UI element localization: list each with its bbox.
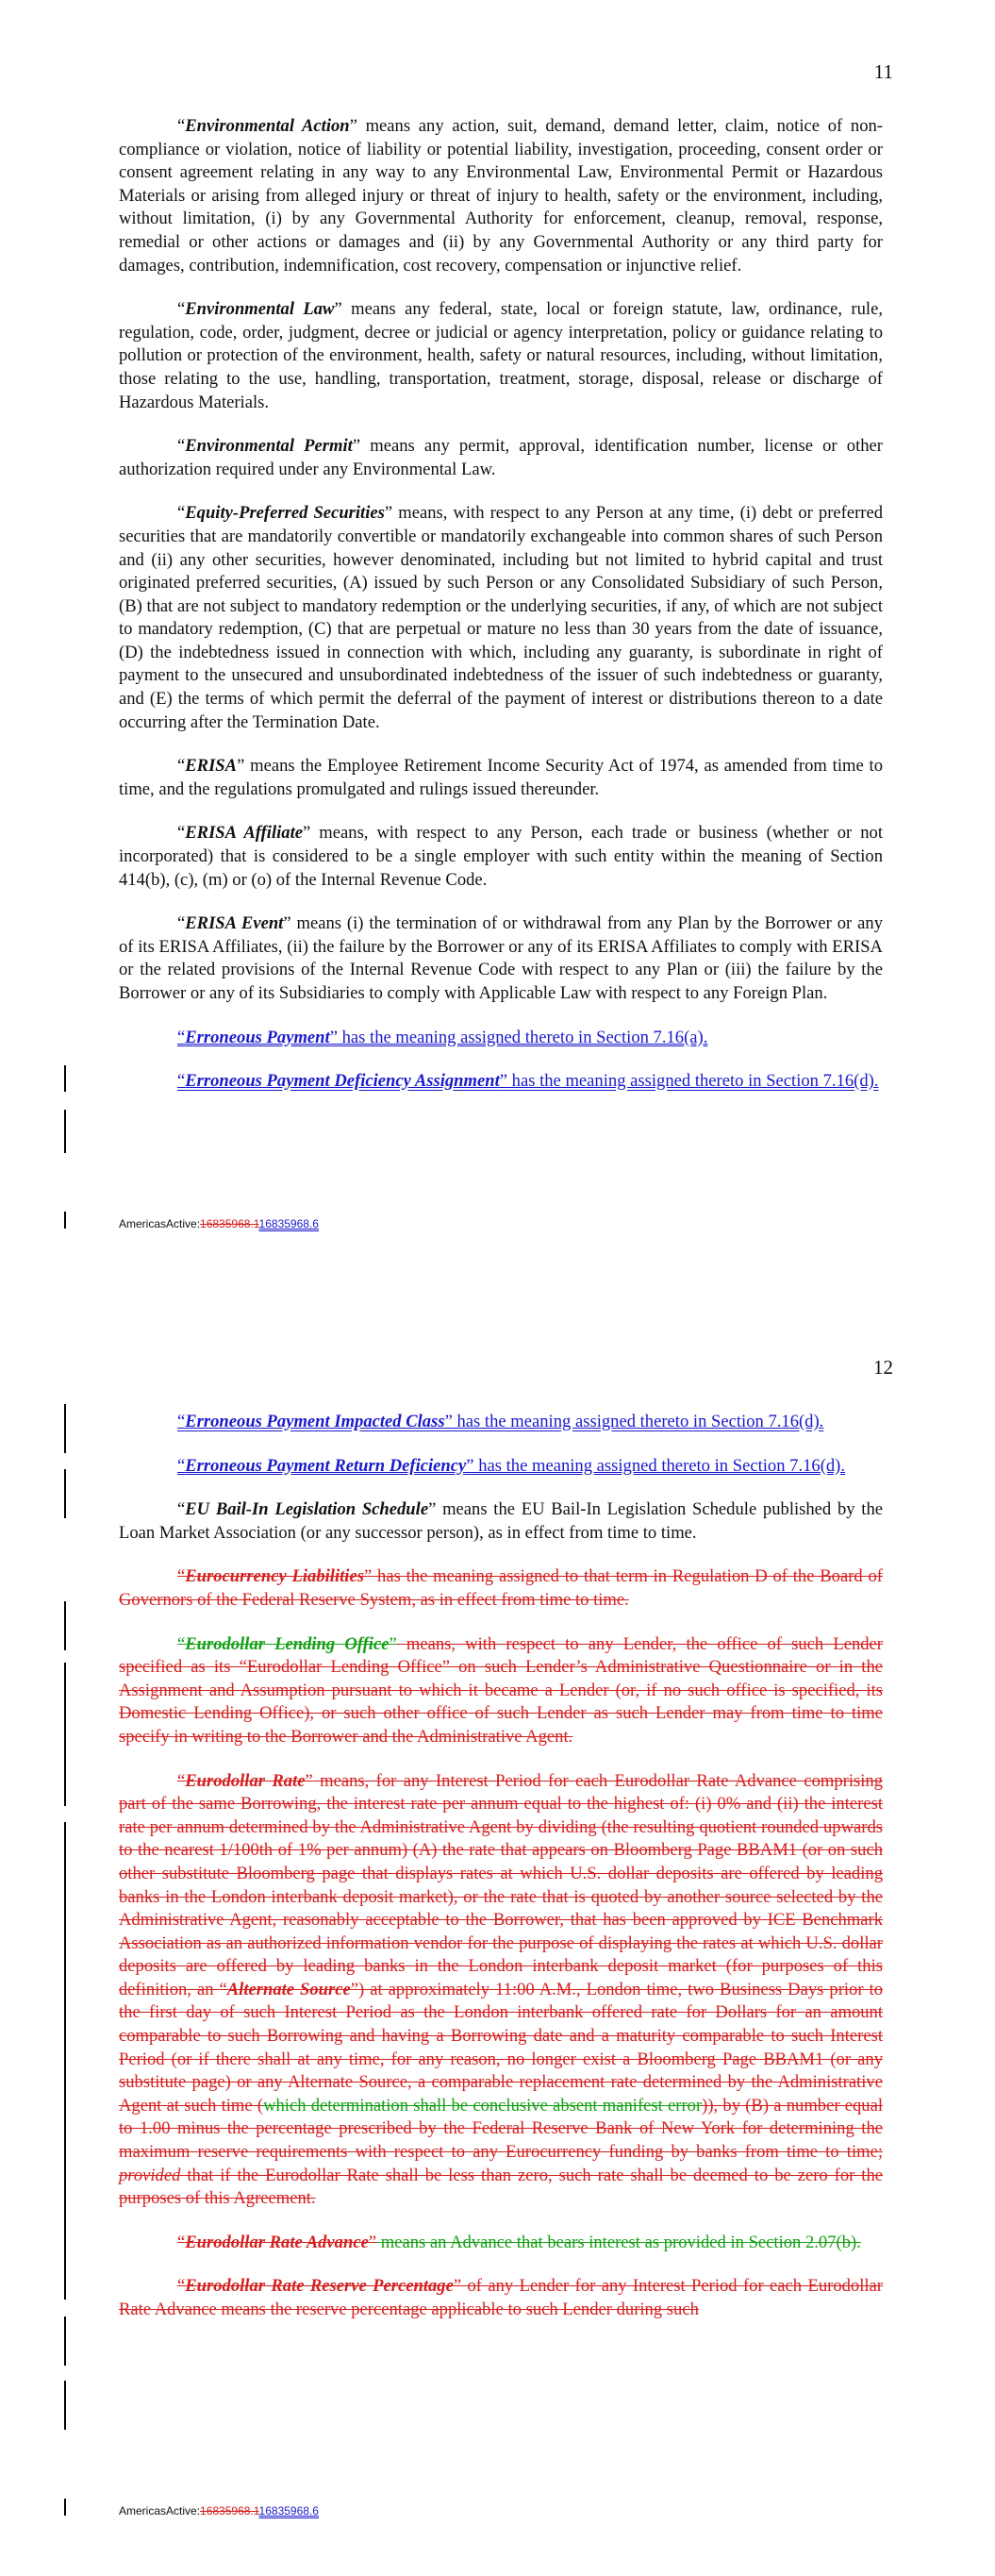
definition-text: of any Lender for any Interest Period for each Eurodollar Rate Advance means the reserve percentage applicable to such Lender during such [119,2276,884,2319]
definition-erroneous-payment-return-deficiency-inserted: “Erroneous Payment Return Deficiency” has the meaning assigned thereto in Section 7.16(d). [177,1455,846,1476]
footer-old-id: 16835968.1 [200,1217,259,1230]
definition-text: means the EU Bail-In Legislation Schedule published by the Loan Market Association (or any successor person), as in effect from time to time. [119,1499,883,1543]
change-bar [64,1663,66,1806]
change-bar [64,1110,66,1153]
change-bar [64,1065,66,1092]
footer-old-id: 16835968.1 [200,2504,259,2517]
defined-term-alternate-source: Alternate Source [226,1979,351,1999]
definition-eurodollar-lending-office-deleted: “Eurodollar Lending Office” means, with respect to any Lender, the office of such Lender specified as its “Eurodollar Lending Office” on such Lender’s Administrative Questionnaire or in the Assignment and Assumption pursuant to which it became a Lender (or, if no such office is specified, its Domestic Lending Office), or such other office of such Lender as such Lender may from time to time specify in writing to the Borrower and the Administrative Agent. [119,1633,883,1747]
definition-erroneous-payment-impacted-class-inserted: “Erroneous Payment Impacted Class” has the meaning assigned thereto in Section 7.16(d). [177,1412,824,1431]
defined-term: Erroneous Payment Impacted Class [185,1412,445,1431]
change-bar [64,1212,66,1229]
definition-environmental-action: “Environmental Action” means any action, suit, demand, demand letter, claim, notice of non-compliance or violation, notice of liability or potential liability, investigation, proceeding, consent order or consent agreement relating in any way to any Environmental Law, Environmental Permit or Hazardous Materials or arising from alleged injury or threat of injury to health, safety or the environment, including, without limitation, (i) by any Governmental Authority for enforcement, cleanup, removal, response, remedial or other actions or damages and (ii) by any Governmental Authority or any third party for damages, contribution, indemnification, cost recovery, compensation or injunctive relief. [119,116,883,276]
definition-text: means (i) the termination of or withdrawal from any Plan by the Borrower or any of its ERISA Affiliates, (ii) the failure by the Borrower or any of its ERISA Affiliates to comply with ERISA or the related provisions of the Internal Revenue Code with respect to any Plan or (iii) the failure by the Borrower or any of its Subsidiaries to comply with Applicable Law with respect to any Foreign Plan. [119,913,883,1003]
footer-doc-id [119,1217,319,1230]
page-12 [0,1288,995,2576]
definition-text: ”) at approximately 11:00 A.M., London time, two Business Days prior to the first day of such Interest Period as the London interbank offered rate for Dollars for an amount comparable to such Borrowing and having a Borrowing date and a maturity comparable to such Interest Period (or if there shall at any time, for any reason, no longer exist a Bloomberg Page BBAM1 (or any substitute page) or any Alternate Source, a comparable replacement rate determined by the Administrative Agent at such time ( [119,1979,884,2116]
definition-eurodollar-rate-advance-deleted: “Eurodollar Rate Advance” means an Advance that bears interest as provided in Section 2.07(b). [177,2232,861,2252]
change-bar [64,1601,66,1650]
definition-erisa-event: “ERISA Event” means (i) the termination of or withdrawal from any Plan by the Borrower or any of its ERISA Affiliates, (ii) the failure by the Borrower or any of its ERISA Affiliates to comply with ERISA or the related provisions of the Internal Revenue Code with respect to any Plan or (iii) the failure by the Borrower or any of its Subsidiaries to comply with Applicable Law with respect to any Foreign Plan. [119,913,883,1003]
defined-term: Eurodollar Rate Advance [185,2232,369,2252]
defined-term: ERISA [185,756,238,777]
defined-term: Environmental Law [185,299,335,320]
definition-environmental-permit: “Environmental Permit” means any permit, approval, identification number, license or other authorization required under any Environmental Law. [119,436,883,479]
definition-erroneous-payment-deficiency-assignment-inserted: “Erroneous Payment Deficiency Assignment” has the meaning assigned thereto in Section 7.16(d). [177,1071,879,1092]
footer-doc-id [119,2504,319,2517]
change-bar [64,1404,66,1453]
defined-term: ERISA Affiliate [185,823,304,844]
defined-term: Eurodollar Rate [185,1770,306,1791]
defined-term: Erroneous Payment Deficiency Assignment [185,1071,500,1092]
proviso-word: provided [119,2165,181,2185]
definition-text: has the meaning assigned thereto in Section 7.16(d). [473,1455,846,1476]
definition-text: means any federal, state, local or foreign statute, law, ordinance, rule, regulation, code, order, judgment, decree or judicial or agency interpretation, policy or guidance relating to pollution or protection of the environment, health, safety or natural resources, including, without limitation, those relating to the use, handling, transportation, treatment, storage, disposal, release or discharge of Hazardous Materials. [119,299,883,412]
definition-text: has the meaning assigned thereto in Section 7.16(d). [452,1412,824,1431]
definition-text: has the meaning assigned thereto in Section 7.16(a). [337,1027,708,1047]
definitions-block [119,115,883,1114]
page-number: 12 [873,1356,893,1379]
definition-text: means, with respect to any Person at any time, (i) debt or preferred securities that are mandatorily convertible or mandatorily exchangeable into common shares of such Person and (ii) any other securities, however denominated, including but not limited to hybrid capital and trust originated preferred securities, (A) issued by such Person or any Consolidated Subsidiary of such Person, (B) that are not subject to mandatory redemption or the underlying securities, if any, of which are not subject to mandatory redemption, (C) that are perpetual or mature no less than 30 years from the date of issuance, (D) the indebtedness issued in connection with which, including any guaranty, is subordinate in right of payment to the unsecured and unsubordinated indebtedness of the issuer of such indebtedness or guaranty, and (E) the terms of which permit the deferral of the payment of interest or distributions thereon to a date occurring after the Termination Date. [119,503,884,732]
footer-prefix: AmericasActive: [119,2504,201,2517]
definition-erisa-affiliate: “ERISA Affiliate” means, with respect to any Person, each trade or business (whether or not incorporated) that is considered to be a single employer with such entity within the meaning of Section 414(b), (c), (m) or (o) of the Internal Revenue Code. [119,823,883,890]
defined-term: Eurodollar Lending Office [185,1633,390,1654]
definition-equity-preferred-securities: “Equity-Preferred Securities” means, with respect to any Person at any time, (i) debt or preferred securities that are mandatorily convertible or mandatorily exchangeable into common shares of such Person and (ii) any other securities, however denominated, including but not limited to hybrid capital and trust originated preferred securities, (A) issued by such Person or any Consolidated Subsidiary of such Person, (B) that are not subject to mandatory redemption or the underlying securities, if any, of which are not subject to mandatory redemption, (C) that are perpetual or mature no less than 30 years from the date of issuance, (D) the indebtedness issued in connection with which, including any guaranty, is subordinate in right of payment to the unsecured and unsubordinated indebtedness of the issuer of such indebtedness or guaranty, and (E) the terms of which permit the deferral of the payment of interest or distributions thereon to a date occurring after the Termination Date. [119,503,884,732]
defined-term: EU Bail-In Legislation Schedule [185,1499,429,1520]
moved-text: which determination shall be conclusive absent manifest error [263,2095,703,2116]
definition-eurodollar-rate-deleted: “Eurodollar Rate” means, for any Interest Period for each Eurodollar Rate Advance comprising part of the same Borrowing, the interest rate per annum equal to the highest of: (i) 0% and (ii) the interest rate per annum determined by the Administrative Agent by dividing (the resulting quotient rounded upwards to the nearest 1/100th of 1% per annum) (A) the rate that appears on Bloomberg Page BBAM1 (or on such other substitute Bloomberg page that displays rates at which U.S. dollar deposits are offered by leading banks in the London interbank deposit market), or the rate that is quoted by another source selected by the Administrative Agent, reasonably acceptable to the Borrower, that has been approved by ICE Benchmark Association as an authorized information vendor for the purpose of displaying the rates at which U.S. dollar deposits are offered by leading banks in the London interbank deposit market (for purposes of this definition, an “Alternate Source”) at approximately 11:00 A.M., London time, two Business Days prior to the first day of such Interest Period as the London interbank offered rate for Dollars for an amount comparable to such Borrowing and having a Borrowing date and a maturity comparable to such Interest Period (or if there shall at any time, for any reason, no longer exist a Bloomberg Page BBAM1 (or any substitute page) or any Alternate Source, a comparable replacement rate determined by the Administrative Agent at such time (which determination shall be conclusive absent manifest error)), by (B) a number equal to 1.00 minus the percentage prescribed by the Federal Reserve Bank of New York for determining the maximum reserve requirements with respect to any Eurocurrency funding by banks from time to time; provided that if the Eurodollar Rate shall be less than zero, such rate shall be deemed to be zero for the purposes of this Agreement. [119,1770,884,2209]
definition-text: means, with respect to any Person, each trade or business (whether or not incorporated) that is considered to be a single employer with such entity within the meaning of Section 414(b), (c), (m) or (o) of the Internal Revenue Code. [119,823,883,890]
defined-term: Erroneous Payment Return Deficiency [185,1455,467,1476]
defined-term: ERISA Event [185,913,284,934]
defined-term: Eurodollar Rate Reserve Percentage [185,2276,454,2297]
definition-text: )), by (B) a number equal to 1.00 minus the percentage prescribed by the Federal Reserve Bank of New York for determining the maximum reserve requirements with respect to any Eurocurrency funding by banks from time to time; [119,2095,884,2163]
footer-new-id: 16835968.6 [258,2504,319,2517]
definition-erroneous-payment-inserted: “Erroneous Payment” has the meaning assigned thereto in Section 7.16(a). [177,1027,708,1047]
footer-prefix: AmericasActive: [119,1217,201,1230]
definition-text: means the Employee Retirement Income Security Act of 1974, as amended from time to time, and the regulations promulgated and rulings issued thereunder. [119,756,883,799]
definition-environmental-law: “Environmental Law” means any federal, state, local or foreign statute, law, ordinance, rule, regulation, code, order, judgment, decree or judicial or agency interpretation, policy or guidance relating to pollution or protection of the environment, health, safety or natural resources, including, without limitation, those relating to the use, handling, transportation, treatment, storage, disposal, release or discharge of Hazardous Materials. [119,299,883,412]
change-bar [64,1822,66,2300]
defined-term: Environmental Action [185,116,350,136]
definition-eu-bail-in-legislation-schedule: “EU Bail-In Legislation Schedule” means the EU Bail-In Legislation Schedule published by the Loan Market Association (or any successor person), as in effect from time to time. [119,1499,883,1543]
change-bar [64,2317,66,2366]
defined-term: Equity-Preferred Securities [185,503,385,524]
definition-text: means, with respect to any Lender, the office of such Lender specified as its “Eurodollar Lending Office” on such Lender’s Administrative Questionnaire or in the Assignment and Assumption pursuant to which it became a Lender (or, if no such office is specified, its Domestic Lending Office), or such other office of such Lender as such Lender may from time to time specify in writing to the Borrower and the Administrative Agent. [119,1633,883,1747]
definition-eurodollar-rate-reserve-percentage-deleted: “Eurodollar Rate Reserve Percentage” of any Lender for any Interest Period for each Eurodollar Rate Advance means the reserve percentage applicable to such Lender during such [119,2276,884,2319]
definitions-block [119,1411,883,2343]
definition-text: means an Advance that bears interest as provided in Section 2.07(b). [376,2232,861,2252]
page-number: 11 [873,60,893,83]
definition-text: means any permit, approval, identification number, license or other authorization required under any Environmental Law. [119,436,883,479]
footer-new-id: 16835968.6 [258,1217,319,1230]
defined-term: Eurocurrency Liabilities [185,1566,364,1587]
defined-term: Erroneous Payment [185,1027,330,1047]
change-bar [64,1469,66,1518]
change-bar [64,2381,66,2430]
definition-erisa: “ERISA” means the Employee Retirement Income Security Act of 1974, as amended from time to time, and the regulations promulgated and rulings issued thereunder. [119,756,883,799]
definition-text: has the meaning assigned thereto in Section 7.16(d). [507,1071,879,1092]
definition-text: means any action, suit, demand, demand letter, claim, notice of non-compliance or violation, notice of liability or potential liability, investigation, proceeding, consent order or consent agreement relating in any way to any Environmental Law, Environmental Permit or Hazardous Materials or arising from alleged injury or threat of injury to health, safety or the environment, including, without limitation, (i) by any Governmental Authority for enforcement, cleanup, removal, response, remedial or other actions or damages and (ii) by any Governmental Authority or any third party for damages, contribution, indemnification, cost recovery, compensation or injunctive relief. [119,116,883,276]
definition-text: that if the Eurodollar Rate shall be less than zero, such rate shall be deemed to be zero for the purposes of this Agreement. [119,2165,883,2209]
definition-text: has the meaning assigned to that term in Regulation D of the Board of Governors of the Federal Reserve System, as in effect from time to time. [119,1566,883,1610]
change-bar [64,2499,66,2516]
defined-term: Environmental Permit [185,436,353,457]
definition-text: means, for any Interest Period for each Eurodollar Rate Advance comprising part of the same Borrowing, the interest rate per annum equal to the highest of: (i) 0% and (ii) the interest rate per annum determined by the Administrative Agent by dividing (the resulting quotient rounded upwards to the nearest 1/100th of 1% per annum) (A) the rate that appears on Bloomberg Page BBAM1 (or on such other substitute Bloomberg page that displays rates at which U.S. dollar deposits are offered by leading banks in the London interbank deposit market), or the rate that is quoted by another source selected by the Administrative Agent, reasonably acceptable to the Borrower, that has been approved by ICE Benchmark Association as an authorized information vendor for the purpose of displaying the rates at which U.S. dollar deposits are offered by leading banks in the London interbank deposit market (for purposes of this definition, an “ [119,1770,883,1999]
definition-eurocurrency-liabilities-deleted: “Eurocurrency Liabilities” has the meaning assigned to that term in Regulation D of the Board of Governors of the Federal Reserve System, as in effect from time to time. [119,1566,883,1610]
